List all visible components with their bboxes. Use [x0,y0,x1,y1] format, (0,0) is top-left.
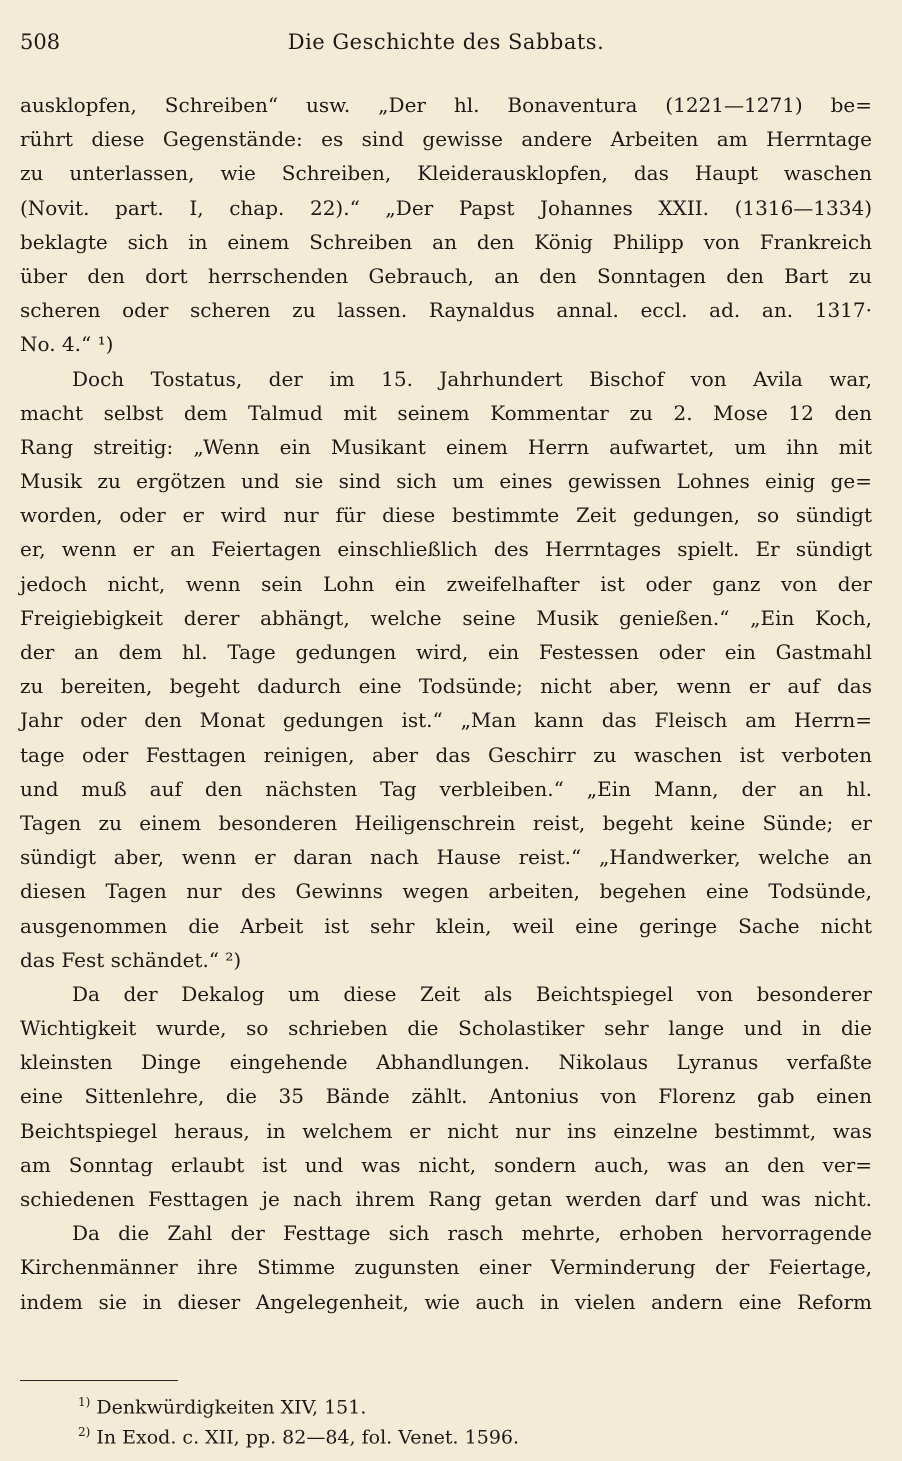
footnote [78,1387,519,1417]
text-line: der an dem hl. Tage gedungen wird, ein Festessen oder ein Gastmahl [20,640,872,664]
running-title: Die Geschichte des Sabbats. [287,30,605,54]
text-line: ausgenommen die Arbeit ist sehr klein, weil eine geringe Sache nicht [20,913,872,938]
footnotes [78,1387,519,1447]
text-line: Musik zu ergötzen und sie sind sich um eines gewissen Lohnes einig ge= [20,469,872,494]
text-line: über den dort herrschenden Gebrauch, an den Sonntagen den Bart zu [20,263,872,288]
text-line: worden, oder er wird nur für diese bestimmte Zeit gedungen, so sündigt [20,503,872,528]
text-line: Rang streitig: „Wenn ein Musikant einem Herrn aufwartet, um ihn mit [20,434,872,459]
text-line: Beichtspiegel heraus, in welchem er nicht nur ins einzelne bestimmt, was [20,1118,872,1143]
text-line: Jahr oder den Monat gedungen ist.“ „Man kann das Fleisch am Herrn= [20,708,872,733]
footnote-marker: 1) [78,1395,91,1409]
text-line: Tagen zu einem besonderen Heiligenschrein reist, begeht keine Sünde; er [20,810,872,835]
text-line: ausklopfen, Schreiben“ usw. „Der hl. Bonaventura (1221—1271) be= [20,93,872,117]
text-line: indem sie in dieser Angelegenheit, wie auch in vielen andern eine Reform [20,1289,872,1314]
text-line: eine Sittenlehre, die 35 Bände zählt. Antonius von Florenz gab einen [20,1084,872,1109]
text-line: diesen Tagen nur des Gewinns wegen arbeiten, begehen eine Todsünde, [20,879,872,904]
text-line: das Fest schändet.“ ²) [20,947,242,972]
text-line: rührt diese Gegenstände: es sind gewisse andere Arbeiten am Herrntage [20,127,872,152]
text-line: macht selbst dem Talmud mit seinem Kommentar zu 2. Mose 12 den [20,400,872,425]
text-line: zu bereiten, begeht dadurch eine Todsünde; nicht aber, wenn er auf das [20,674,872,699]
text-line: beklagte sich in einem Schreiben an den König Philipp von Frankreich [20,229,872,254]
text-line: er, wenn er an Feiertagen einschließlich des Herrntages spielt. Er sündigt [20,537,872,562]
page-header [20,30,872,62]
body-text [20,88,872,1319]
text-line: jedoch nicht, wenn sein Lohn ein zweifelhafter ist oder ganz von der [20,571,872,596]
text-line: sündigt aber, wenn er daran nach Hause reist.“ „Handwerker, welche an [20,845,872,870]
text-line: und muß auf den nächsten Tag verbleiben.“ „Ein Mann, der an hl. [20,776,872,801]
text-line: tage oder Festtagen reinigen, aber das Geschirr zu waschen ist verboten [20,742,872,767]
text-line: Freigiebigkeit derer abhängt, welche seine Musik genießen.“ „Ein Koch, [20,605,872,630]
text-line: Kirchenmänner ihre Stimme zugunsten einer Verminderung der Feiertage, [20,1255,872,1280]
text-line: Da die Zahl der Festtage sich rasch mehrte, erhoben hervorragende [72,1221,872,1246]
footnote-divider [20,1380,178,1381]
text-line: Da der Dekalog um diese Zeit als Beichtspiegel von besonderer [72,981,872,1006]
text-line: am Sonntag erlaubt ist und was nicht, sondern auch, was an den ver= [20,1152,872,1177]
footnote-text: Denkwürdigkeiten XIV, 151. [96,1396,367,1419]
text-line: (Novit. part. I, chap. 22).“ „Der Papst Johannes XXII. (1316—1334) [20,195,872,220]
text-line: Doch Tostatus, der im 15. Jahrhundert Bischof von Avila war, [72,366,872,391]
page-number: 508 [20,30,61,54]
text-line: schiedenen Festtagen je nach ihrem Rang getan werden darf und was nicht. [20,1187,872,1211]
text-line: Wichtigkeit wurde, so schrieben die Scholastiker sehr lange und in die [20,1016,872,1041]
footnote [78,1417,519,1447]
footnote-text: In Exod. c. XII, pp. 82—84, fol. Venet. 1596. [96,1426,520,1449]
text-line: kleinsten Dinge eingehende Abhandlungen. Nikolaus Lyranus verfaßte [20,1050,872,1075]
text-line: zu unterlassen, wie Schreiben, Kleiderausklopfen, das Haupt waschen [20,161,872,186]
footnote-marker: 2) [78,1425,91,1439]
text-line: No. 4.“ ¹) [20,332,114,357]
text-line: scheren oder scheren zu lassen. Raynaldus annal. eccl. ad. an. 1317· [20,298,872,323]
